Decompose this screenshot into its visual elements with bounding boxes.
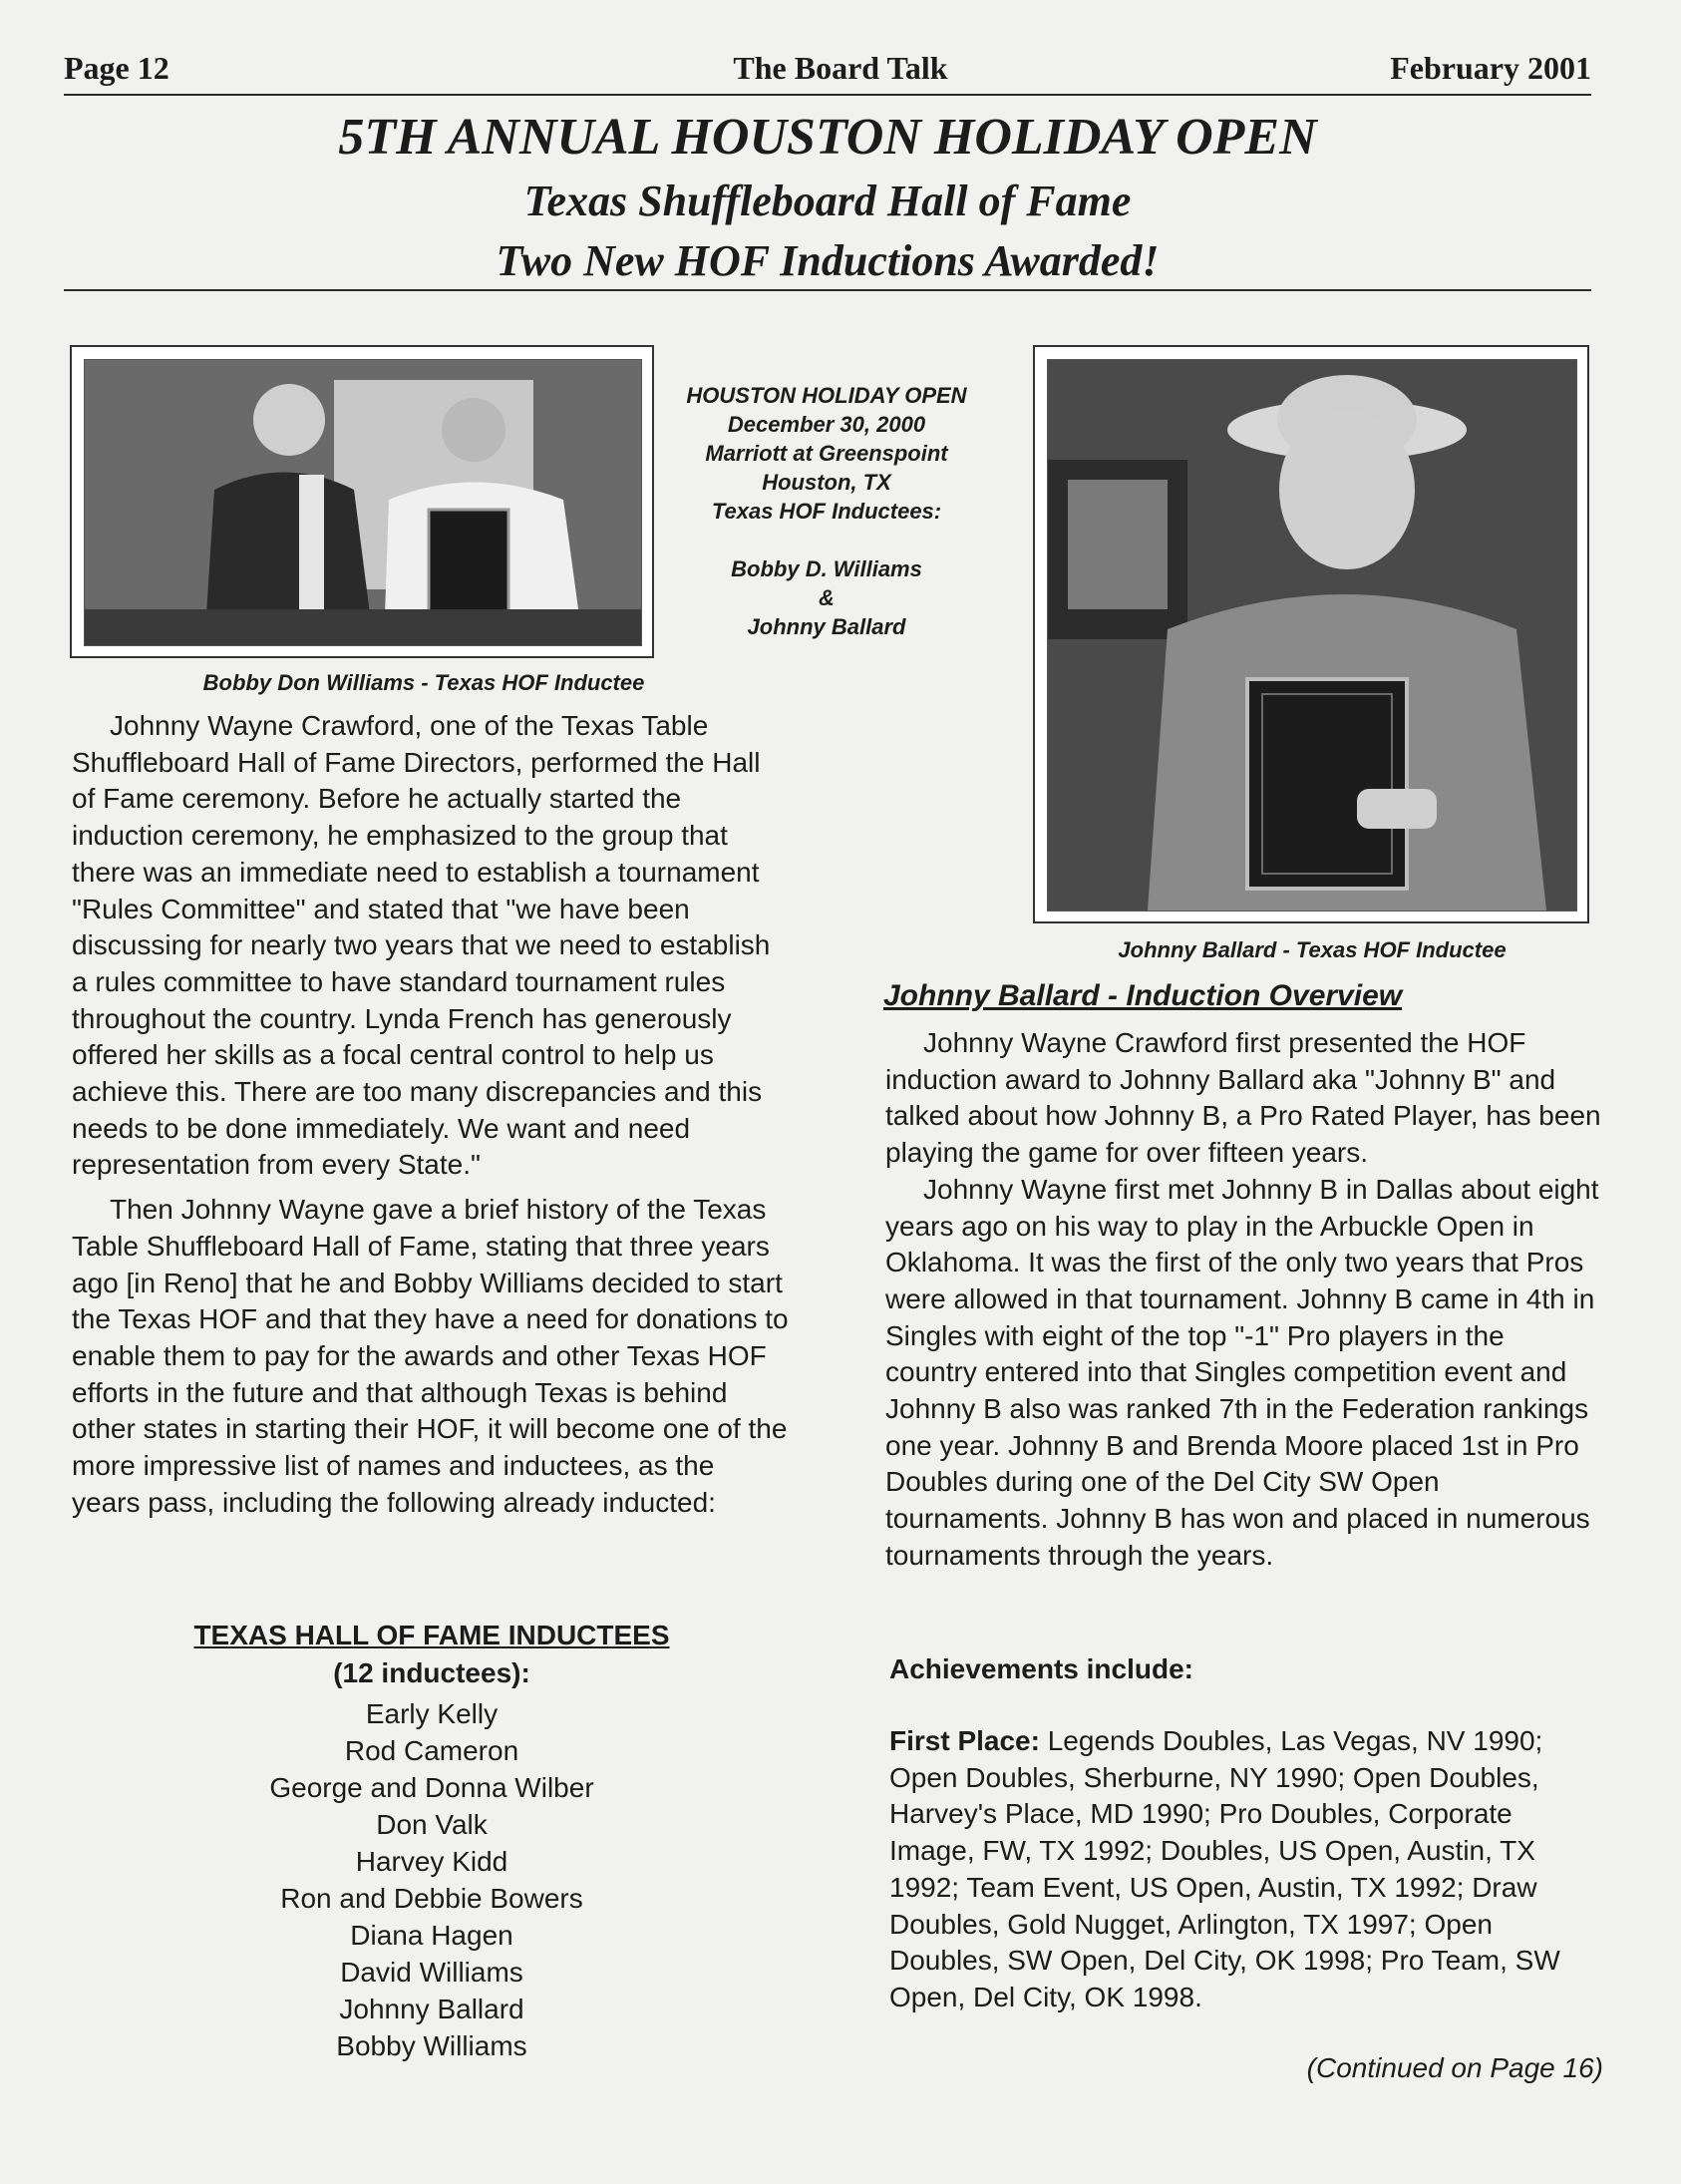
- first-place-list: Legends Doubles, Las Vegas, NV 1990; Open Doubles, Sherburne, NY 1990; Open Doubles, Harvey's Place, MD 1990; Pro Doubles, Corporate Image, FW, TX 1992; Doubles, US Open, Austin, TX 1992; Team Event, US Open, Austin, TX 1992; Draw Doubles, Gold Nugget, Arlington, TX 1997; Open Doubles, SW Open, Del City, OK 1998; Pro Team, SW Open, Del City, OK 1998.: [889, 1725, 1560, 2012]
- section-heading: Johnny Ballard - Induction Overview: [883, 979, 1403, 1012]
- inductee-item: Ron and Debbie Bowers: [280, 1883, 583, 1914]
- photo-caption-bobby: Bobby Don Williams - Texas HOF Inductee: [202, 670, 645, 695]
- event-spacer: [658, 526, 995, 554]
- event-ampersand: &: [819, 585, 835, 610]
- event-inductee-1: Bobby D. Williams: [731, 556, 922, 581]
- page-tagline: Two New HOF Inductions Awarded!: [496, 236, 1160, 285]
- inductees-heading: TEXAS HALL OF FAME INDUCTEES: [193, 1620, 670, 1650]
- achievements-heading: Achievements include:: [889, 1653, 1193, 1684]
- page-subtitle: Texas Shuffleboard Hall of Fame: [523, 177, 1132, 225]
- photo-image: [1047, 359, 1577, 911]
- inductee-item: Bobby Williams: [336, 2030, 527, 2061]
- photo-illustration: [1048, 360, 1576, 910]
- event-date: December 30, 2000: [727, 412, 926, 437]
- page-title: 5TH ANNUAL HOUSTON HOLIDAY OPEN: [338, 109, 1317, 166]
- first-place-label: First Place:: [889, 1725, 1040, 1756]
- article-paragraph: Johnny Wayne Crawford, one of the Texas Table Shuffleboard Hall of Fame Directors, performed the Hall of Fame ceremony. Before he actually started the induction ceremony, he emphasized to the group that there was an immediate need to establish a tournament "Rules Committee" and stated that "we have been discussing for nearly two years that we need to establish a rules committee to have standard tournament rules throughout the country. Lynda French has generously offered her skills as a focal central control to help us achieve this. There are too many discrepancies and this needs to be done immediately. We want and need representation from every State.": [72, 710, 771, 1181]
- right-column-article: [885, 1025, 1603, 1575]
- article-paragraph: Johnny Wayne first met Johnny B in Dallas about eight years ago on his way to play in the Arbuckle Open in Oklahoma. It was the first of the only two years that Pros were allowed in that tournament. Johnny B came in 4th in Singles with eight of the top "-1" Pro players in the country entered into that Singles competition event and Johnny B also was ranked 7th in the Federation rankings one year. Johnny B and Brenda Moore placed 1st in Pro Doubles during one of the Del City SW Open tournaments. Johnny B has won and placed in numerous tournaments through the years.: [885, 1173, 1599, 1571]
- article-paragraph: Then Johnny Wayne gave a brief history of the Texas Table Shuffleboard Hall of Fame, stating that three years ago [in Reno] that he and Bobby Williams decided to start the Texas HOF and that they have a need for donations to enable them to pay for the awards and other Texas HOF efforts in the future and that although Texas is behind other states in starting their HOF, it will become one of the more impressive list of names and inductees, as the years pass, including the following already inducted:: [72, 1194, 789, 1518]
- header-rule: [64, 94, 1591, 96]
- event-inductees-label: Texas HOF Inductees:: [711, 499, 942, 524]
- photo-bobby-williams: [70, 345, 654, 658]
- inductee-item: Diana Hagen: [350, 1920, 513, 1951]
- event-venue: Marriott at Greenspoint: [705, 441, 948, 466]
- inductee-item: Don Valk: [376, 1809, 488, 1840]
- continued-note: (Continued on Page 16): [1306, 2052, 1603, 2083]
- inductees-count: (12 inductees):: [333, 1657, 530, 1688]
- publication-name: The Board Talk: [733, 50, 948, 86]
- photo-image: [84, 359, 642, 646]
- photo-caption-johnny: Johnny Ballard - Texas HOF Inductee: [1118, 937, 1507, 962]
- event-city: Houston, TX: [762, 470, 891, 495]
- inductee-item: Johnny Ballard: [339, 1994, 524, 2024]
- inductee-item: George and Donna Wilber: [269, 1772, 594, 1803]
- inductee-item: Early Kelly: [365, 1698, 499, 1729]
- inductees-list: [100, 1695, 764, 2064]
- first-place-achievements: [889, 1723, 1603, 2016]
- event-info: [658, 381, 995, 641]
- page-number: Page 12: [64, 50, 169, 86]
- title-rule: [64, 289, 1591, 291]
- left-column-article: [72, 708, 790, 1521]
- photo-illustration: [85, 360, 641, 645]
- event-name: HOUSTON HOLIDAY OPEN: [686, 383, 967, 408]
- inductee-item: David Williams: [340, 1957, 523, 1988]
- article-paragraph: Johnny Wayne Crawford first presented the HOF induction award to Johnny Ballard aka "Johnny B" and talked about how Johnny B, a Pro Rated Player, has been playing the game for over fifteen years.: [885, 1027, 1601, 1169]
- issue-date: February 2001: [1390, 50, 1591, 86]
- event-inductee-2: Johnny Ballard: [747, 614, 906, 639]
- inductee-item: Rod Cameron: [344, 1735, 519, 1766]
- inductee-item: Harvey Kidd: [355, 1846, 508, 1877]
- photo-johnny-ballard: [1033, 345, 1589, 923]
